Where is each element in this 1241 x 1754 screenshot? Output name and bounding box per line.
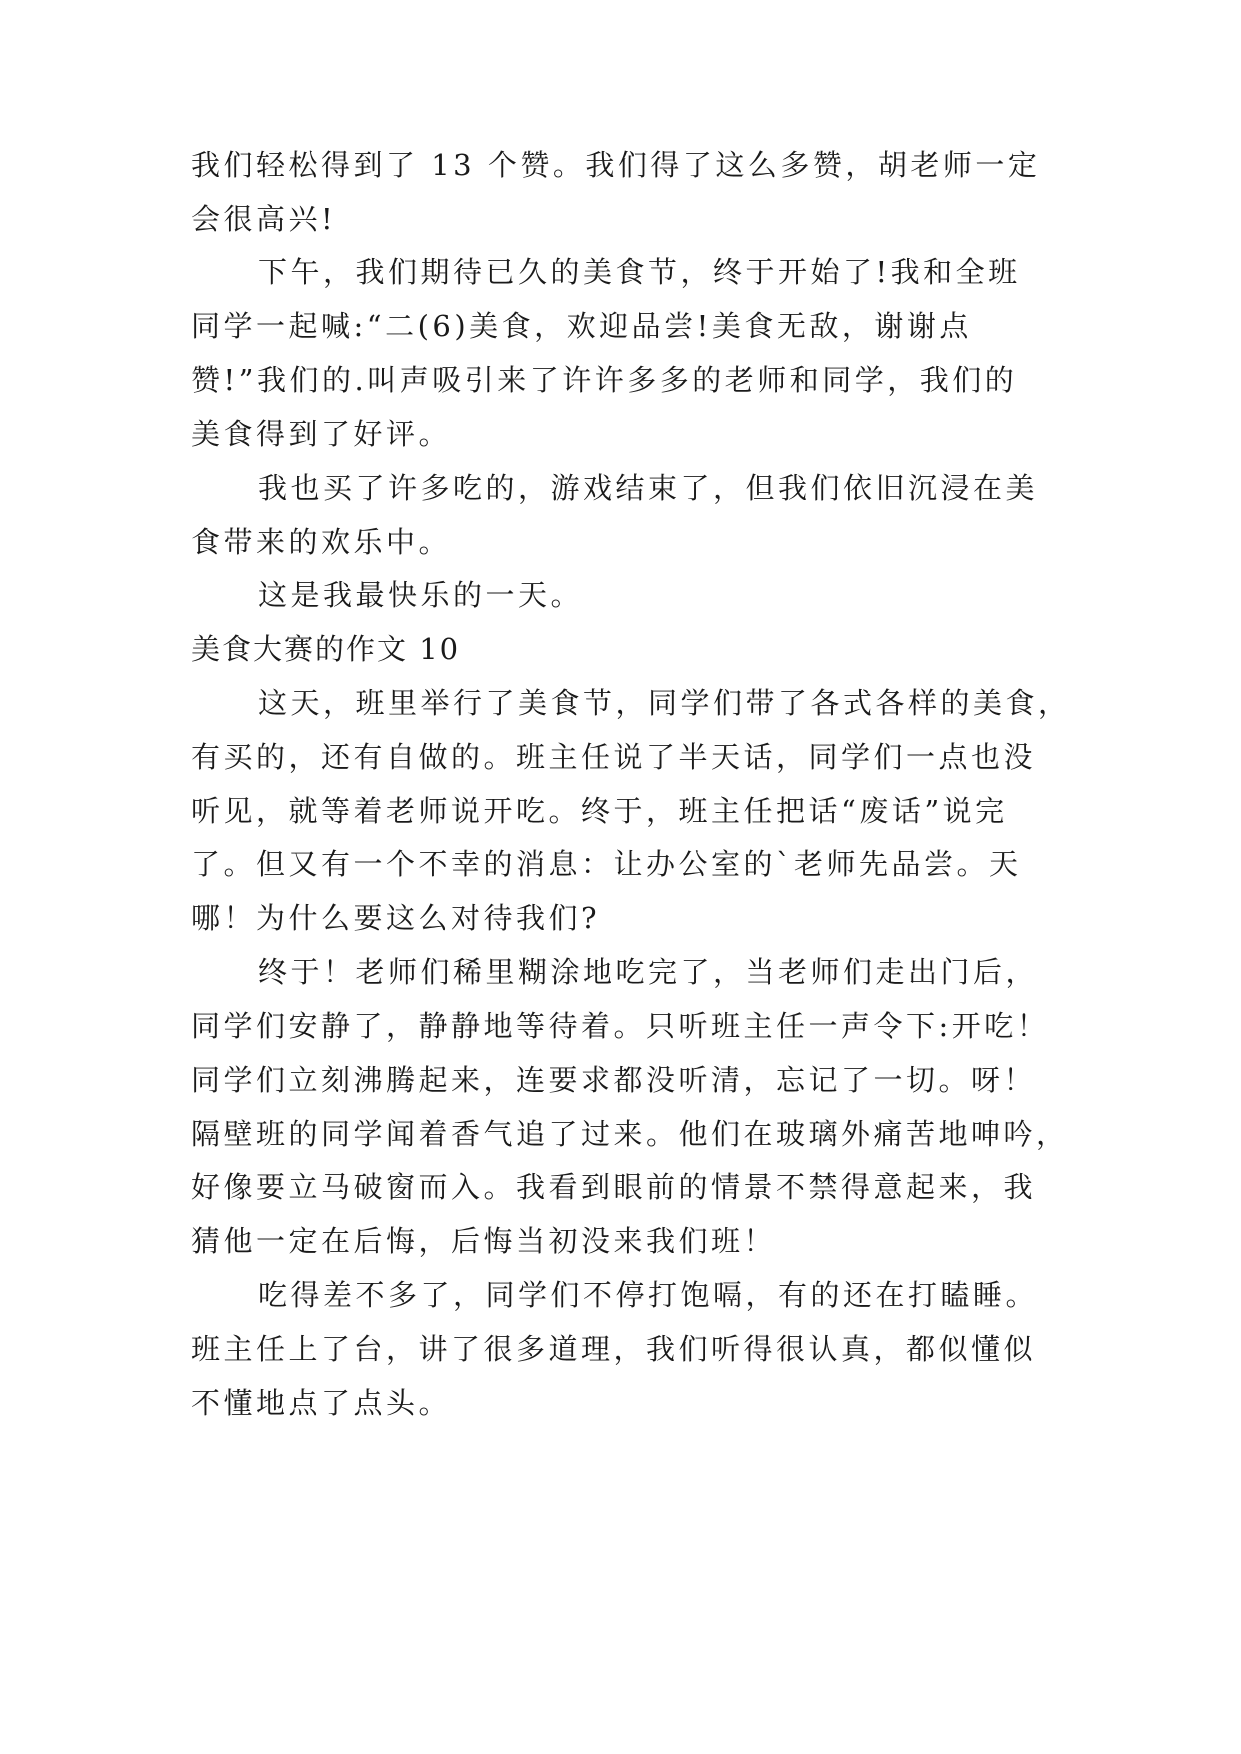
paragraph-start-line: 这是我最快乐的一天。 — [258, 578, 584, 612]
paragraph-start-line: 终于！老师们稀里糊涂地吃完了，当老师们走出门后， — [258, 955, 1039, 989]
text-line: 听见，就等着老师说开吃。终于，班主任把话“废话”说完 — [191, 794, 1008, 828]
text-line: 同学们安静了，静静地等待着。只听班主任一声令下:开吃！ — [191, 1009, 1050, 1043]
text-line: 美食得到了好评。 — [191, 417, 452, 451]
text-line: 不懂地点了点头。 — [191, 1386, 452, 1420]
text-line: 哪！为什么要这么对待我们? — [191, 901, 601, 935]
essay-heading: 美食大赛的作文 10 — [191, 632, 461, 666]
paragraph-start-line: 吃得差不多了，同学们不停打饱嗝，有的还在打瞌睡。 — [258, 1278, 1039, 1312]
text-line: 猜他一定在后悔，后悔当初没来我们班！ — [191, 1224, 777, 1258]
paragraph-start-line: 下午，我们期待已久的美食节，终于开始了!我和全班 — [258, 255, 1021, 289]
text-line: 赞!”我们的.叫声吸引来了许许多多的老师和同学，我们的 — [191, 363, 1018, 397]
text-line: 食带来的欢乐中。 — [191, 525, 452, 559]
paragraph-start-line: 我也买了许多吃的，游戏结束了，但我们依旧沉浸在美 — [258, 471, 1039, 505]
text-line: 我们轻松得到了 13 个赞。我们得了这么多赞，胡老师一定 — [191, 148, 1041, 182]
text-line: 了。但又有一个不幸的消息：让办公室的`老师先品尝。天 — [191, 847, 1022, 881]
text-line: 班主任上了台，讲了很多道理，我们听得很认真，都似懂似 — [191, 1332, 1037, 1366]
text-line: 有买的，还有自做的。班主任说了半天话，同学们一点也没 — [191, 740, 1037, 774]
text-line: 好像要立马破窗而入。我看到眼前的情景不禁得意起来，我 — [191, 1170, 1037, 1204]
text-line: 同学一起喊:“二(6)美食，欢迎品尝!美食无敌，谢谢点 — [191, 309, 972, 343]
text-line: 隔壁班的同学闻着香气追了过来。他们在玻璃外痛苦地呻吟， — [191, 1117, 1069, 1151]
paragraph-start-line: 这天，班里举行了美食节，同学们带了各式各样的美食， — [258, 686, 1071, 720]
text-line: 会很高兴! — [191, 202, 337, 236]
text-line: 同学们立刻沸腾起来，连要求都没听清，忘记了一切。呀！ — [191, 1063, 1037, 1097]
